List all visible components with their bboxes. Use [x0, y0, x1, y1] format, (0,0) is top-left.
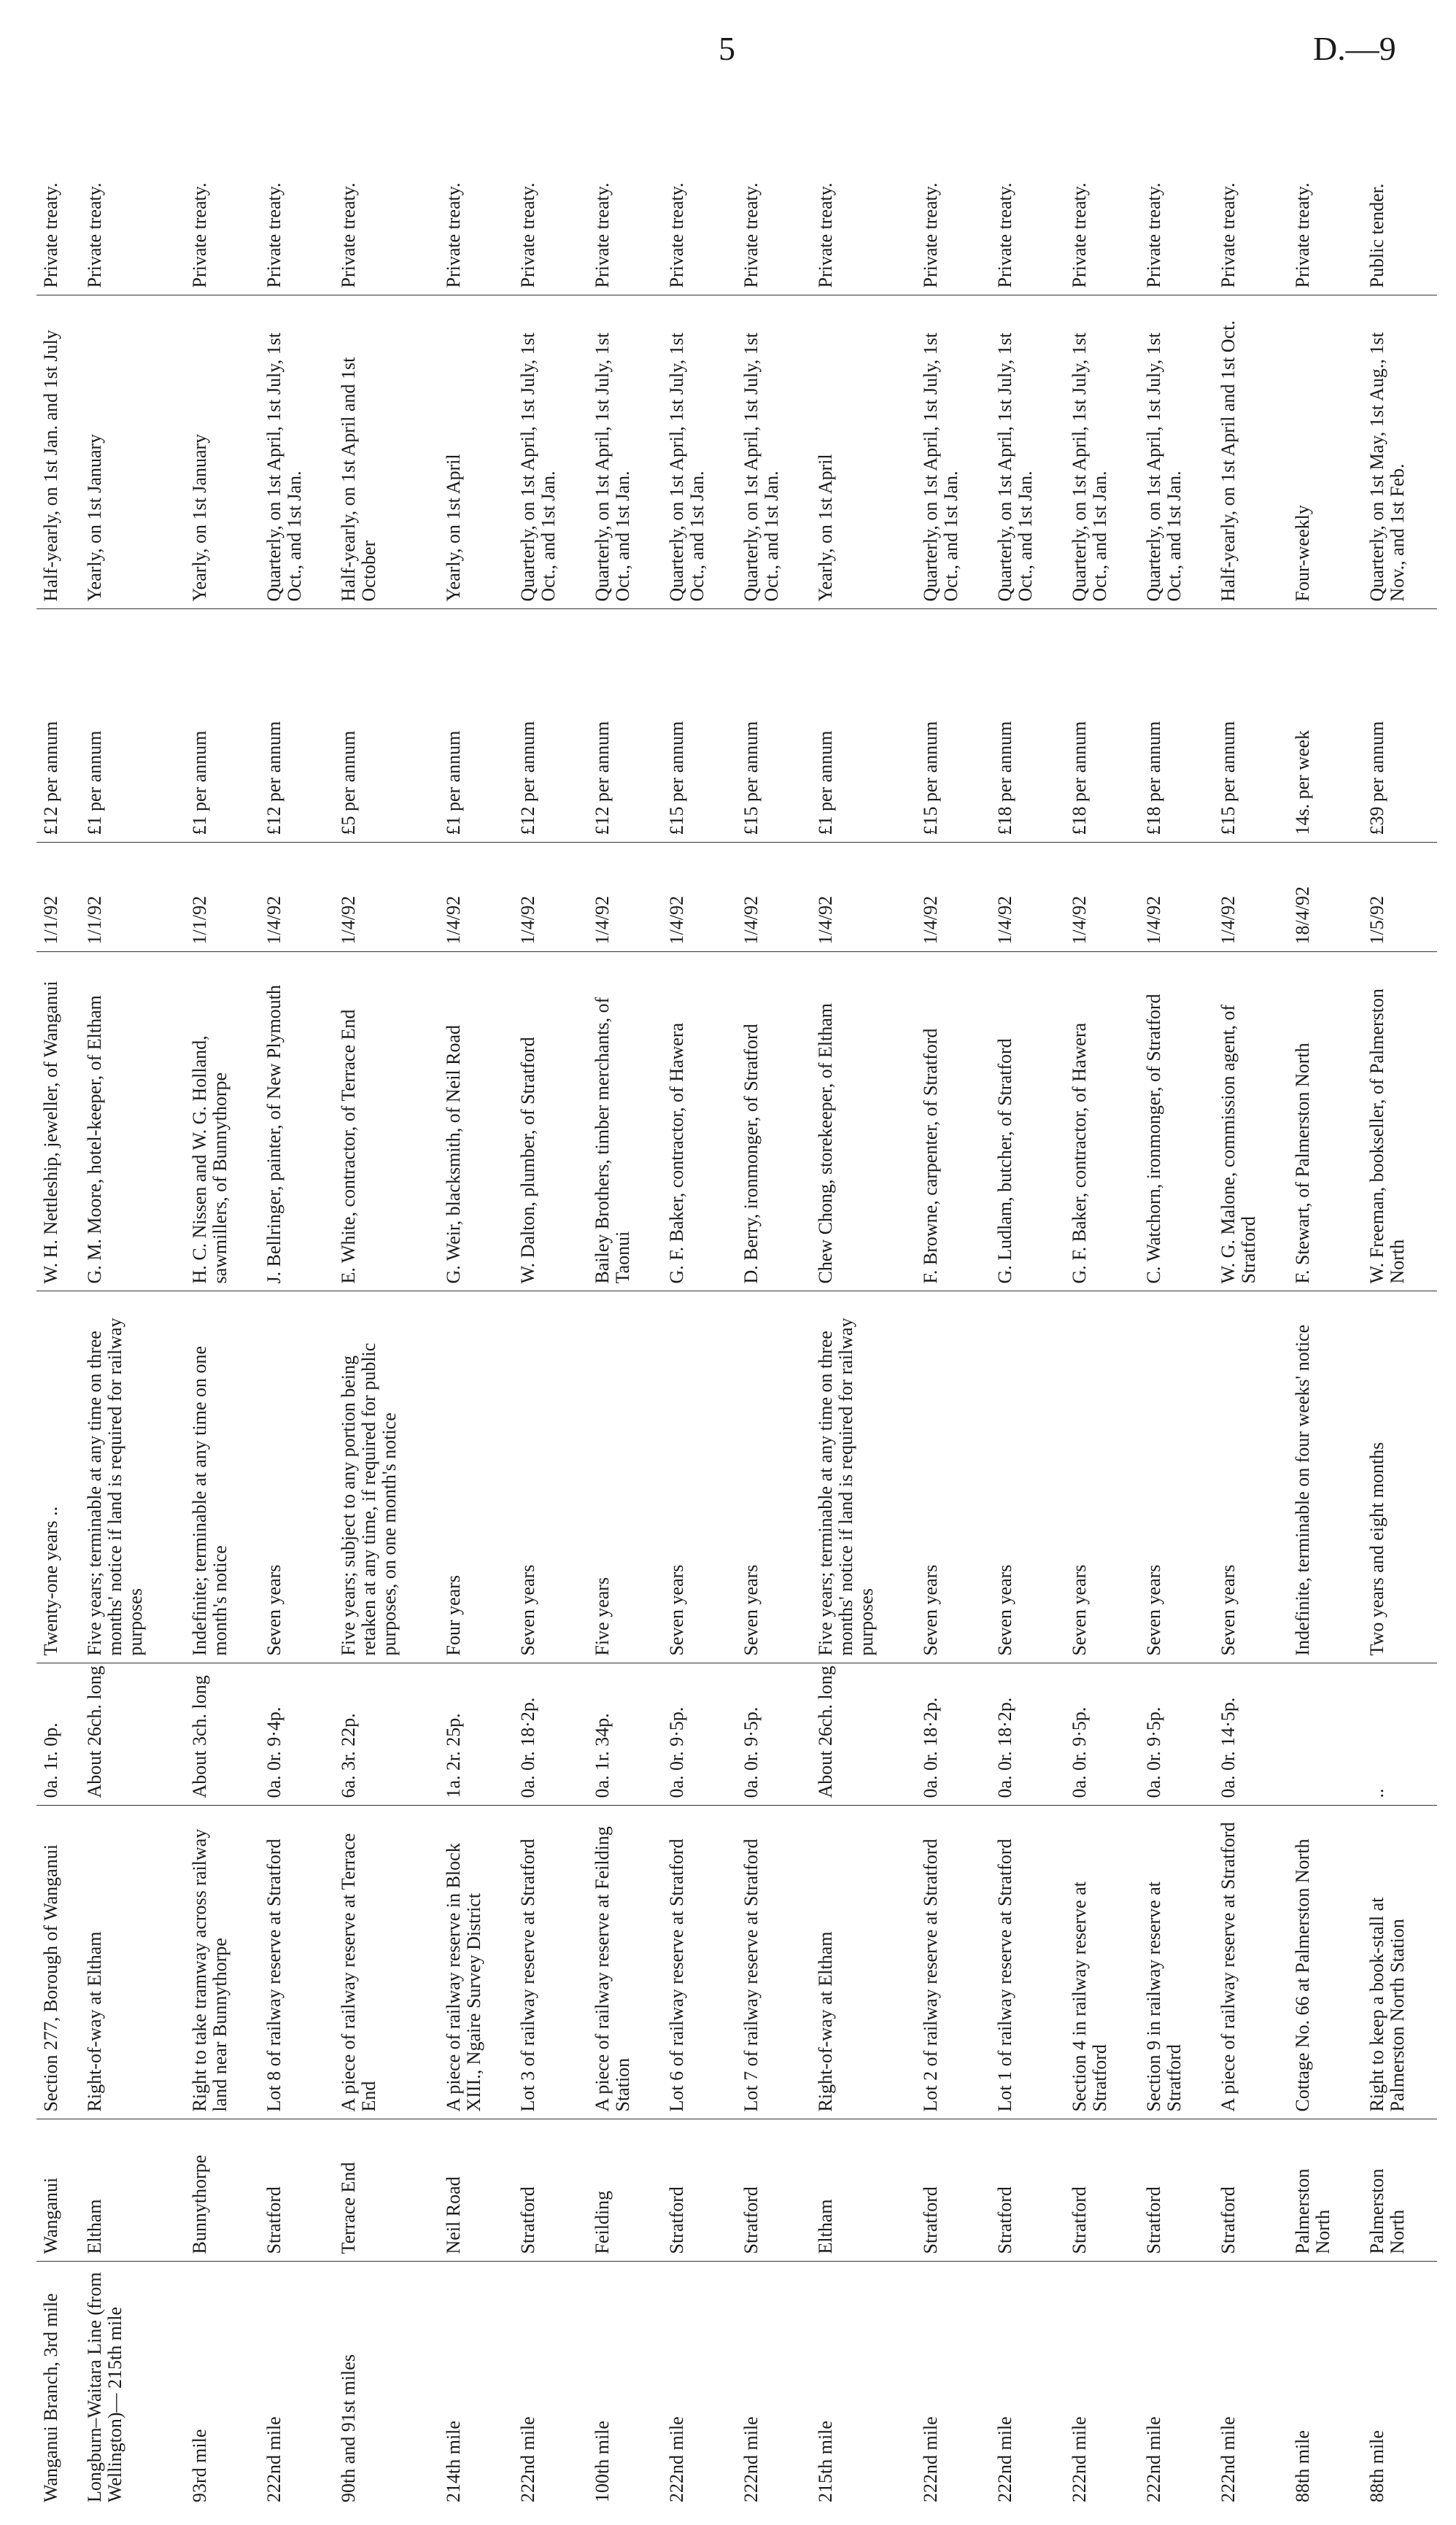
date-cell: 1/4/92	[514, 843, 588, 952]
station-cell: Stratford	[514, 2119, 588, 2262]
table-row	[811, 80, 916, 2510]
area-cell: 6a. 3r. 22p.	[334, 1663, 439, 1806]
rent-cell: £15 per annum	[737, 609, 811, 843]
page-number: 5	[719, 30, 735, 67]
mileage-cell: 222nd mile	[516, 2416, 538, 2502]
rent-cell: £1 per annum	[185, 609, 260, 843]
mileage-cell: Wanganui Branch, 3rd mile	[40, 2293, 61, 2502]
area-cell: 0a. 0r. 18·2p.	[991, 1663, 1065, 1806]
rent-cell: £15 per annum	[916, 609, 991, 843]
description-cell: Section 9 in railway reserve at Stratford	[1139, 1806, 1214, 2119]
area-cell: 1a. 2r. 25p.	[439, 1663, 514, 1806]
how-let-cell: Private treaty.	[1139, 80, 1214, 295]
payment-cell: Quarterly, on 1st April, 1st July, 1st Oct., and 1st Jan.	[662, 295, 737, 609]
how-let-cell: Private treaty.	[1288, 80, 1363, 295]
description-cell: Lot 3 of railway reserve at Stratford	[514, 1806, 588, 2119]
station-cell: Terrace End	[334, 2119, 439, 2262]
lease-table	[36, 80, 1437, 2510]
description-cell: Right-of-way at Eltham	[80, 1806, 185, 2119]
mileage-cell: 214th mile	[442, 2421, 464, 2502]
lease-table-body	[36, 80, 1437, 2510]
area-cell: 0a. 0r. 9·4p.	[260, 1663, 334, 1806]
term-cell: Seven years	[514, 1291, 588, 1663]
lessee-cell: W. G. Malone, commission agent, of Stratford	[1214, 952, 1288, 1291]
how-let-cell: Public tender.	[1363, 80, 1437, 295]
mileage-cell: 222nd mile	[1068, 2416, 1090, 2502]
term-cell: Seven years	[991, 1291, 1065, 1663]
term-cell: Indefinite, terminable on four weeks' notice	[1288, 1291, 1363, 1663]
how-let-cell: Private treaty.	[36, 80, 80, 295]
rent-cell: £15 per annum	[662, 609, 737, 843]
term-cell: Four years	[439, 1291, 514, 1663]
area-cell: 0a. 0r. 9·5p.	[737, 1663, 811, 1806]
description-cell: Right-of-way at Eltham	[811, 1806, 916, 2119]
date-cell: 18/4/92	[1288, 843, 1363, 952]
lessee-cell: Chew Chong, storekeeper, of Eltham	[811, 952, 916, 1291]
rent-cell: £1 per annum	[811, 609, 916, 843]
date-cell: 1/4/92	[916, 843, 991, 952]
lessee-cell: E. White, contractor, of Terrace End	[334, 952, 439, 1291]
mileage-cell: 222nd mile	[994, 2416, 1015, 2502]
mileage-cell: Longburn–Waitara Line (from Wellington)— 215th mile	[83, 2272, 126, 2502]
term-cell: Two years and eight months	[1363, 1291, 1437, 1663]
how-let-cell: Private treaty.	[439, 80, 514, 295]
date-cell: 1/4/92	[439, 843, 514, 952]
lessee-cell: F. Browne, carpenter, of Stratford	[916, 952, 991, 1291]
area-cell: 0a. 0r. 9·5p.	[662, 1663, 737, 1806]
mileage-cell: 90th and 91st miles	[337, 2354, 359, 2502]
station-cell: Eltham	[80, 2119, 185, 2262]
area-cell: About 3ch. long	[185, 1663, 260, 1806]
station-cell: Neil Road	[439, 2119, 514, 2262]
rent-cell: £12 per annum	[588, 609, 662, 843]
table-row	[80, 80, 185, 2510]
term-cell: Twenty-one years ..	[36, 1291, 80, 1663]
table-row	[588, 80, 662, 2510]
station-cell: Stratford	[260, 2119, 334, 2262]
term-cell: Five years; terminable at any time on three months' notice if land is required for railway purposes	[80, 1291, 185, 1663]
payment-cell: Yearly, on 1st January	[80, 295, 185, 609]
area-cell: About 26ch. long	[811, 1663, 916, 1806]
date-cell: 1/4/92	[1065, 843, 1139, 952]
payment-cell: Four-weekly	[1288, 295, 1363, 609]
how-let-cell: Private treaty.	[662, 80, 737, 295]
payment-cell: Half-yearly, on 1st April and 1st October	[334, 295, 439, 609]
lessee-cell: C. Watchorn, ironmonger, of Stratford	[1139, 952, 1214, 1291]
lessee-cell: G. F. Baker, contractor, of Hawera	[662, 952, 737, 1291]
description-cell: Right to take tramway across railway land near Bunnythorpe	[185, 1806, 260, 2119]
mileage-cell: 222nd mile	[1217, 2416, 1239, 2502]
payment-cell: Quarterly, on 1st April, 1st July, 1st Oct., and 1st Jan.	[1065, 295, 1139, 609]
how-let-cell: Private treaty.	[1214, 80, 1288, 295]
description-cell: A piece of railway reserve at Terrace End	[334, 1806, 439, 2119]
term-cell: Five years	[588, 1291, 662, 1663]
area-cell: 0a. 0r. 9·5p.	[1065, 1663, 1139, 1806]
table-row	[334, 80, 439, 2510]
station-cell: Stratford	[991, 2119, 1065, 2262]
table-row	[662, 80, 737, 2510]
lessee-cell: G. Ludlam, butcher, of Stratford	[991, 952, 1065, 1291]
station-cell: Palmerston North	[1363, 2119, 1437, 2262]
description-cell: A piece of railway reserve in Block XIII., Ngaire Survey District	[439, 1806, 514, 2119]
lessee-cell: F. Stewart, of Palmerston North	[1288, 952, 1363, 1291]
description-cell: Section 4 in railway reserve at Stratford	[1065, 1806, 1139, 2119]
how-let-cell: Private treaty.	[991, 80, 1065, 295]
station-cell: Feilding	[588, 2119, 662, 2262]
payment-cell: Quarterly, on 1st April, 1st July, 1st Oct., and 1st Jan.	[588, 295, 662, 609]
area-cell: 0a. 0r. 14·5p.	[1214, 1663, 1288, 1806]
date-cell: 1/4/92	[991, 843, 1065, 952]
term-cell: Five years; terminable at any time on three months' notice if land is required for railway purposes	[811, 1291, 916, 1663]
station-cell: Stratford	[1214, 2119, 1288, 2262]
mileage-cell: 93rd mile	[188, 2429, 210, 2502]
lessee-cell: W. Freeman, bookseller, of Palmerston North	[1363, 952, 1437, 1291]
term-cell: Seven years	[1139, 1291, 1214, 1663]
mileage-cell: 222nd mile	[740, 2416, 762, 2502]
lessee-cell: J. Bellringer, painter, of New Plymouth	[260, 952, 334, 1291]
mileage-cell: 100th mile	[591, 2421, 613, 2502]
payment-cell: Quarterly, on 1st April, 1st July, 1st Oct., and 1st Jan.	[260, 295, 334, 609]
lessee-cell: G. Weir, blacksmith, of Neil Road	[439, 952, 514, 1291]
how-let-cell: Private treaty.	[185, 80, 260, 295]
lessee-cell: D. Berry, ironmonger, of Stratford	[737, 952, 811, 1291]
payment-cell: Quarterly, on 1st May, 1st Aug., 1st Nov., and 1st Feb.	[1363, 295, 1437, 609]
mileage-cell: 215th mile	[814, 2421, 836, 2502]
payment-cell: Quarterly, on 1st April, 1st July, 1st Oct., and 1st Jan.	[737, 295, 811, 609]
table-row	[185, 80, 260, 2510]
term-cell: Seven years	[1065, 1291, 1139, 1663]
how-let-cell: Private treaty.	[916, 80, 991, 295]
rent-cell: £12 per annum	[514, 609, 588, 843]
description-cell: Lot 1 of railway reserve at Stratford	[991, 1806, 1065, 2119]
station-cell: Stratford	[1139, 2119, 1214, 2262]
station-cell: Eltham	[811, 2119, 916, 2262]
area-cell: About 26ch. long	[80, 1663, 185, 1806]
area-cell: ..	[1363, 1663, 1437, 1806]
date-cell: 1/5/92	[1363, 843, 1437, 952]
date-cell: 1/1/92	[185, 843, 260, 952]
description-cell: A piece of railway reserve at Stratford	[1214, 1806, 1288, 2119]
description-cell: Lot 6 of railway reserve at Stratford	[662, 1806, 737, 2119]
rent-cell: £18 per annum	[1139, 609, 1214, 843]
station-cell: Stratford	[1065, 2119, 1139, 2262]
table-row	[1214, 80, 1288, 2510]
table-row	[36, 80, 80, 2510]
station-cell: Stratford	[662, 2119, 737, 2262]
lessee-cell: Bailey Brothers, timber merchants, of Taonui	[588, 952, 662, 1291]
date-cell: 1/4/92	[811, 843, 916, 952]
description-cell: Right to keep a book-stall at Palmerston North Station	[1363, 1806, 1437, 2119]
area-cell: 0a. 0r. 18·2p.	[916, 1663, 991, 1806]
rent-cell: £12 per annum	[36, 609, 80, 843]
payment-cell: Half-yearly, on 1st April and 1st Oct.	[1214, 295, 1288, 609]
rent-cell: £39 per annum	[1363, 609, 1437, 843]
payment-cell: Yearly, on 1st April	[439, 295, 514, 609]
term-cell: Seven years	[916, 1291, 991, 1663]
table-row	[916, 80, 991, 2510]
description-cell: Lot 2 of railway reserve at Stratford	[916, 1806, 991, 2119]
how-let-cell: Private treaty.	[260, 80, 334, 295]
how-let-cell: Private treaty.	[80, 80, 185, 295]
payment-cell: Quarterly, on 1st April, 1st July, 1st Oct., and 1st Jan.	[991, 295, 1065, 609]
how-let-cell: Private treaty.	[1065, 80, 1139, 295]
payment-cell: Quarterly, on 1st April, 1st July, 1st Oct., and 1st Jan.	[514, 295, 588, 609]
mileage-cell: 88th mile	[1366, 2430, 1387, 2502]
term-cell: Seven years	[737, 1291, 811, 1663]
term-cell: Seven years	[260, 1291, 334, 1663]
mileage-cell: 222nd mile	[263, 2416, 284, 2502]
table-row	[260, 80, 334, 2510]
date-cell: 1/1/92	[80, 843, 185, 952]
date-cell: 1/4/92	[1139, 843, 1214, 952]
table-row	[1363, 80, 1437, 2510]
mileage-cell: 222nd mile	[665, 2416, 687, 2502]
date-cell: 1/4/92	[1214, 843, 1288, 952]
date-cell: 1/4/92	[260, 843, 334, 952]
table-row	[439, 80, 514, 2510]
lessee-cell: G. F. Baker, contractor, of Hawera	[1065, 952, 1139, 1291]
lessee-cell: W. H. Nettleship, jeweller, of Wanganui	[36, 952, 80, 1291]
station-cell: Stratford	[737, 2119, 811, 2262]
table-row	[1065, 80, 1139, 2510]
payment-cell: Quarterly, on 1st April, 1st July, 1st Oct., and 1st Jan.	[916, 295, 991, 609]
how-let-cell: Private treaty.	[811, 80, 916, 295]
term-cell: Five years; subject to any portion being retaken at any time, if required for public purposes, on one month's notice	[334, 1291, 439, 1663]
area-cell: 0a. 0r. 9·5p.	[1139, 1663, 1214, 1806]
area-cell	[1288, 1663, 1363, 1806]
date-cell: 1/4/92	[588, 843, 662, 952]
date-cell: 1/4/92	[737, 843, 811, 952]
rent-cell: 14s. per week	[1288, 609, 1363, 843]
mileage-cell: 222nd mile	[919, 2416, 941, 2502]
table-row	[1288, 80, 1363, 2510]
table-row	[514, 80, 588, 2510]
how-let-cell: Private treaty.	[514, 80, 588, 295]
rent-cell: £5 per annum	[334, 609, 439, 843]
payment-cell: Half-yearly, on 1st Jan. and 1st July	[36, 295, 80, 609]
term-cell: Seven years	[662, 1291, 737, 1663]
date-cell: 1/1/92	[36, 843, 80, 952]
description-cell: Lot 7 of railway reserve at Stratford	[737, 1806, 811, 2119]
mileage-cell: 222nd mile	[1142, 2416, 1164, 2502]
station-cell: Bunnythorpe	[185, 2119, 260, 2262]
description-cell: Section 277, Borough of Wanganui	[36, 1806, 80, 2119]
rent-cell: £12 per annum	[260, 609, 334, 843]
rotated-table-frame	[36, 95, 1437, 2510]
area-cell: 0a. 1r. 34p.	[588, 1663, 662, 1806]
rent-cell: £1 per annum	[439, 609, 514, 843]
payment-cell: Yearly, on 1st January	[185, 295, 260, 609]
rent-cell: £18 per annum	[991, 609, 1065, 843]
rent-cell: £15 per annum	[1214, 609, 1288, 843]
mileage-cell: 88th mile	[1291, 2430, 1313, 2502]
rent-cell: £18 per annum	[1065, 609, 1139, 843]
area-cell: 0a. 1r. 0p.	[36, 1663, 80, 1806]
station-cell: Wanganui	[36, 2119, 80, 2262]
station-cell: Palmerston North	[1288, 2119, 1363, 2262]
date-cell: 1/4/92	[334, 843, 439, 952]
lessee-cell: H. C. Nissen and W. G. Holland, sawmillers, of Bunnythorpe	[185, 952, 260, 1291]
payment-cell: Yearly, on 1st April	[811, 295, 916, 609]
station-cell: Stratford	[916, 2119, 991, 2262]
term-cell: Seven years	[1214, 1291, 1288, 1663]
payment-cell: Quarterly, on 1st April, 1st July, 1st Oct., and 1st Jan.	[1139, 295, 1214, 609]
how-let-cell: Private treaty.	[334, 80, 439, 295]
description-cell: Cottage No. 66 at Palmerston North	[1288, 1806, 1363, 2119]
description-cell: Lot 8 of railway reserve at Stratford	[260, 1806, 334, 2119]
description-cell: A piece of railway reserve at Feilding Station	[588, 1806, 662, 2119]
how-let-cell: Private treaty.	[588, 80, 662, 295]
table-row	[991, 80, 1065, 2510]
term-cell: Indefinite; terminable at any time on one month's notice	[185, 1291, 260, 1663]
area-cell: 0a. 0r. 18·2p.	[514, 1663, 588, 1806]
lessee-cell: G. M. Moore, hotel-keeper, of Eltham	[80, 952, 185, 1291]
lessee-cell: W. Dalton, plumber, of Stratford	[514, 952, 588, 1291]
table-row	[737, 80, 811, 2510]
document-reference: D.—9	[1313, 30, 1396, 67]
how-let-cell: Private treaty.	[737, 80, 811, 295]
table-row	[1139, 80, 1214, 2510]
date-cell: 1/4/92	[662, 843, 737, 952]
rent-cell: £1 per annum	[80, 609, 185, 843]
